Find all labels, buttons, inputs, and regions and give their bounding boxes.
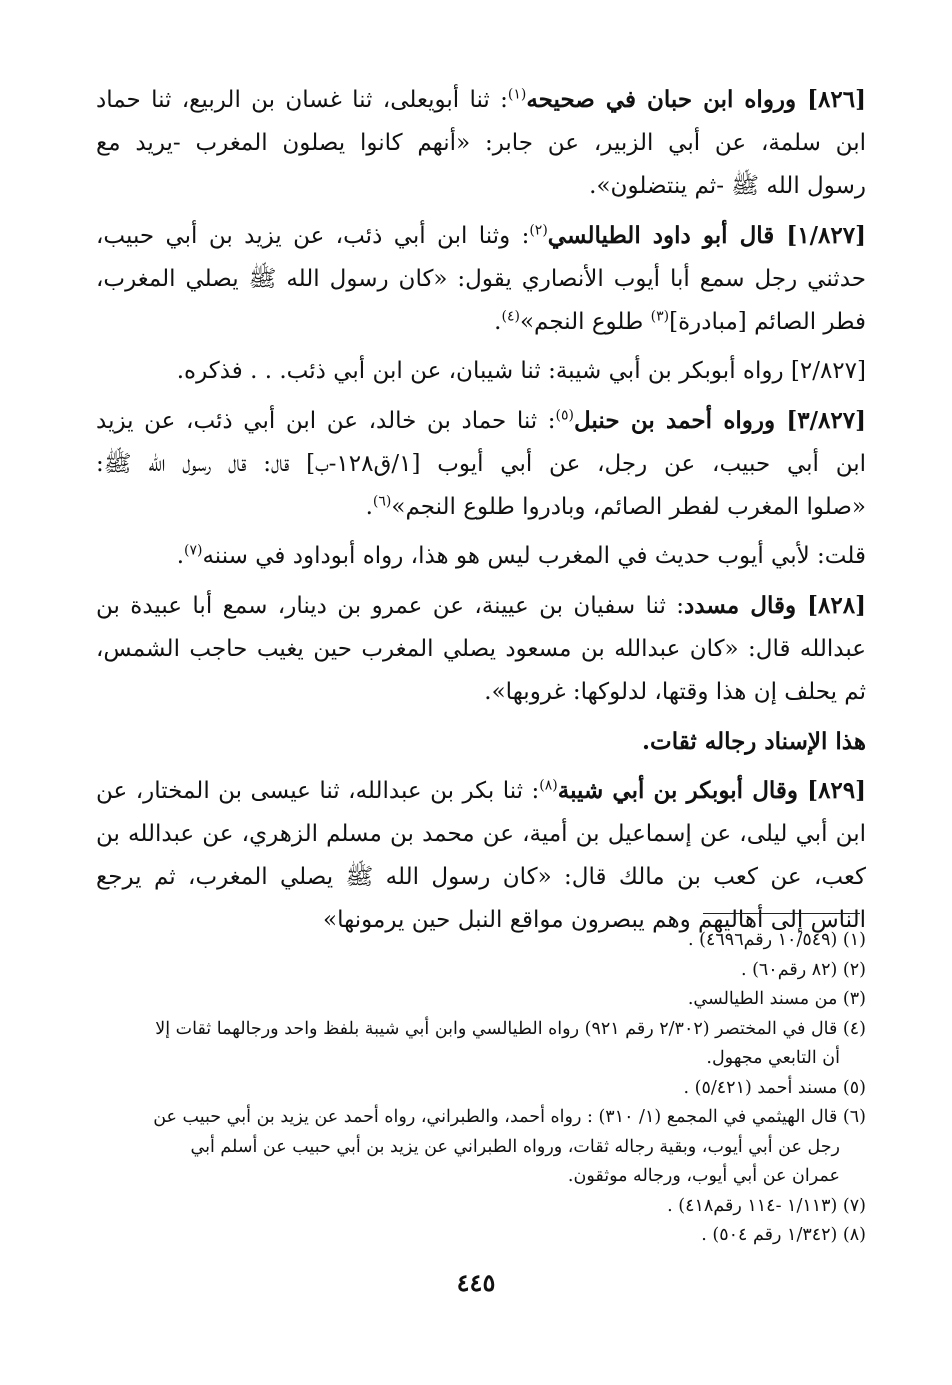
footnote-marker: (٣) xyxy=(650,308,670,325)
line-text: . xyxy=(176,543,184,569)
footnote-marker: (٦) xyxy=(372,493,392,510)
text-line xyxy=(96,769,866,813)
text-line xyxy=(96,584,866,628)
text-line xyxy=(96,486,866,529)
line-text: : ثنا حماد بن خالد، عن ابن أبي ذئب، عن يزيد xyxy=(96,408,556,434)
hadith-paragraph xyxy=(96,769,866,942)
hadith-paragraph xyxy=(96,78,866,208)
line-text: «صلوا المغرب لفطر الصائم، وبادروا طلوع النجم» xyxy=(391,494,866,520)
line-text: عبدالله قال: «كان عبدالله بن مسعود يصلي المغرب حين يغيب حاجب الشمس، xyxy=(96,636,866,662)
text-line xyxy=(96,301,866,344)
hadith-paragraph xyxy=(96,399,866,529)
text-line xyxy=(96,628,866,671)
text-line xyxy=(96,856,866,899)
hadith-heading: [١/٨٢٧] قال أبو داود الطيالسي xyxy=(547,222,866,249)
footnote-continuation: عمران عن أبي أيوب، ورجاله موثقون. xyxy=(567,1166,840,1186)
line-text: قلت: لأبي أيوب حديث في المغرب ليس هو هذا، رواه أبوداود في سننه xyxy=(202,543,866,569)
footnotes xyxy=(96,926,866,1251)
line-text: [٢/٨٢٧] رواه أبوبكر بن أبي شيبة: ثنا شيبان، عن ابن أبي ذئب. . . فذكره. xyxy=(176,358,866,384)
footnote-marker: (٥) xyxy=(555,407,575,424)
main-text xyxy=(96,78,866,948)
hadith-heading: [٨٢٨] وقال مسدد xyxy=(684,592,866,619)
line-text: فطر الصائم [مبادرة] xyxy=(669,309,866,335)
section-heading: هذا الإسناد رجاله ثقات. xyxy=(642,728,866,755)
text-line xyxy=(96,258,866,301)
line-text: : وثنا ابن أبي ذئب، عن يزيد بن أبي حبيب، xyxy=(96,223,530,249)
footnote: (٤) قال في المختصر (٢/٣٠٢ رقم ٩٢١) رواه الطيالسي وابن أبي شيبة بلفظ واحد ورجالهما ثقات إلا xyxy=(155,1018,866,1039)
line-text: : ثنا بكر بن عبدالله، ثنا عيسى بن المختار، عن xyxy=(96,778,540,804)
line-text: ابن أبي ليلى، عن إسماعيل بن أمية، عن محمد بن مسلم الزهري، عن عبدالله بن xyxy=(96,821,866,847)
line-text: : ثنا سفيان بن عيينة، عن عمرو بن دينار، سمع أبا عبيدة بن xyxy=(96,593,685,619)
line-text: رسول الله ﷺ -ثم ينتضلون». xyxy=(589,173,866,199)
footnote: (٢) (٨٢ رقم٦٠) . xyxy=(740,959,866,980)
text-line xyxy=(96,165,866,208)
footnote: (٧) (١/١١٣ -١١٤ رقم٤١٨) . xyxy=(667,1195,866,1216)
line-text: ثم يحلف إن هذا وقتها، لدلوكها: غروبها». xyxy=(484,679,866,705)
text-line xyxy=(96,813,866,856)
footnote: (٨) (١/٣٤٢ رقم ٥٠٤) . xyxy=(701,1225,866,1245)
footnote: (٥) مسند أحمد (٥/٤٢١) . xyxy=(683,1077,866,1098)
line-text: كعب، عن كعب بن مالك قال: «كان رسول الله ﷺ يصلي المغرب، ثم يرجع xyxy=(96,864,866,890)
line-text: : ثنا أبويعلى، ثنا غسان بن الربيع، ثنا حماد xyxy=(96,87,508,113)
hadith-heading: [٨٢٩] وقال أبوبكر بن أبي شيبة xyxy=(557,777,866,804)
hadith-paragraph xyxy=(96,535,866,578)
text-line xyxy=(96,78,866,122)
text-line xyxy=(96,350,866,393)
footnote-marker: (١) xyxy=(507,86,527,103)
line-text: . xyxy=(365,494,373,520)
text-line xyxy=(96,443,866,486)
text-line xyxy=(96,122,866,165)
hadith-paragraph xyxy=(96,350,866,393)
text-line xyxy=(96,214,866,258)
hadith-paragraph xyxy=(96,584,866,714)
line-text: طلوع النجم» xyxy=(519,309,651,335)
footnote-marker: (٨) xyxy=(539,777,558,794)
hadith-paragraph xyxy=(96,214,866,344)
page-number: ٤٤٥ xyxy=(456,1268,496,1297)
line-text: الناس إلى أهاليهم وهم يبصرون مواقع النبل حين يرمونها» xyxy=(323,907,866,933)
footnote-separator xyxy=(703,913,860,914)
text-line xyxy=(96,535,866,578)
line-text: ابن أبي حبيب، عن رجل، عن أبي أيوب [١/ق١٢٨-ب] قال: قال رسول الله ﷺ: xyxy=(96,451,866,477)
footnote: (٣) من مسند الطيالسي. xyxy=(687,989,866,1009)
line-text: . xyxy=(494,309,502,335)
line-text: ابن سلمة، عن أبي الزبير، عن جابر: «أنهم كانوا يصلون المغرب -يريد مع xyxy=(96,130,866,156)
hadith-heading: [٣/٨٢٧] ورواه أحمد بن حنبل xyxy=(574,407,866,434)
footnote: (١) (١٠/٥٤٩ رقم٤٦٩٦) . xyxy=(688,930,866,950)
text-line xyxy=(96,399,866,443)
footnote-continuation: أن التابعي مجهول. xyxy=(706,1048,840,1068)
text-line xyxy=(96,671,866,714)
footnote-continuation: رجل عن أبي أيوب، وبقية رجاله ثقات، ورواه الطبراني عن يزيد بن أبي حبيب عن أسلم أبي xyxy=(190,1136,840,1157)
footnote-marker: (٧) xyxy=(184,542,203,559)
footnote-marker: (٤) xyxy=(501,308,520,325)
line-text: حدثني رجل سمع أبا أيوب الأنصاري يقول: «كان رسول الله ﷺ يصلي المغرب، xyxy=(96,266,866,292)
footnote: (٦) قال الهيثمي في المجمع (١/ ٣١٠) : رواه أحمد، والطبراني، رواه أحمد عن يزيد بن أبي حبيب عن xyxy=(153,1107,866,1127)
hadith-heading: [٨٢٦] ورواه ابن حبان في صحيحه xyxy=(526,86,866,113)
footnote-marker: (٢) xyxy=(529,222,548,239)
